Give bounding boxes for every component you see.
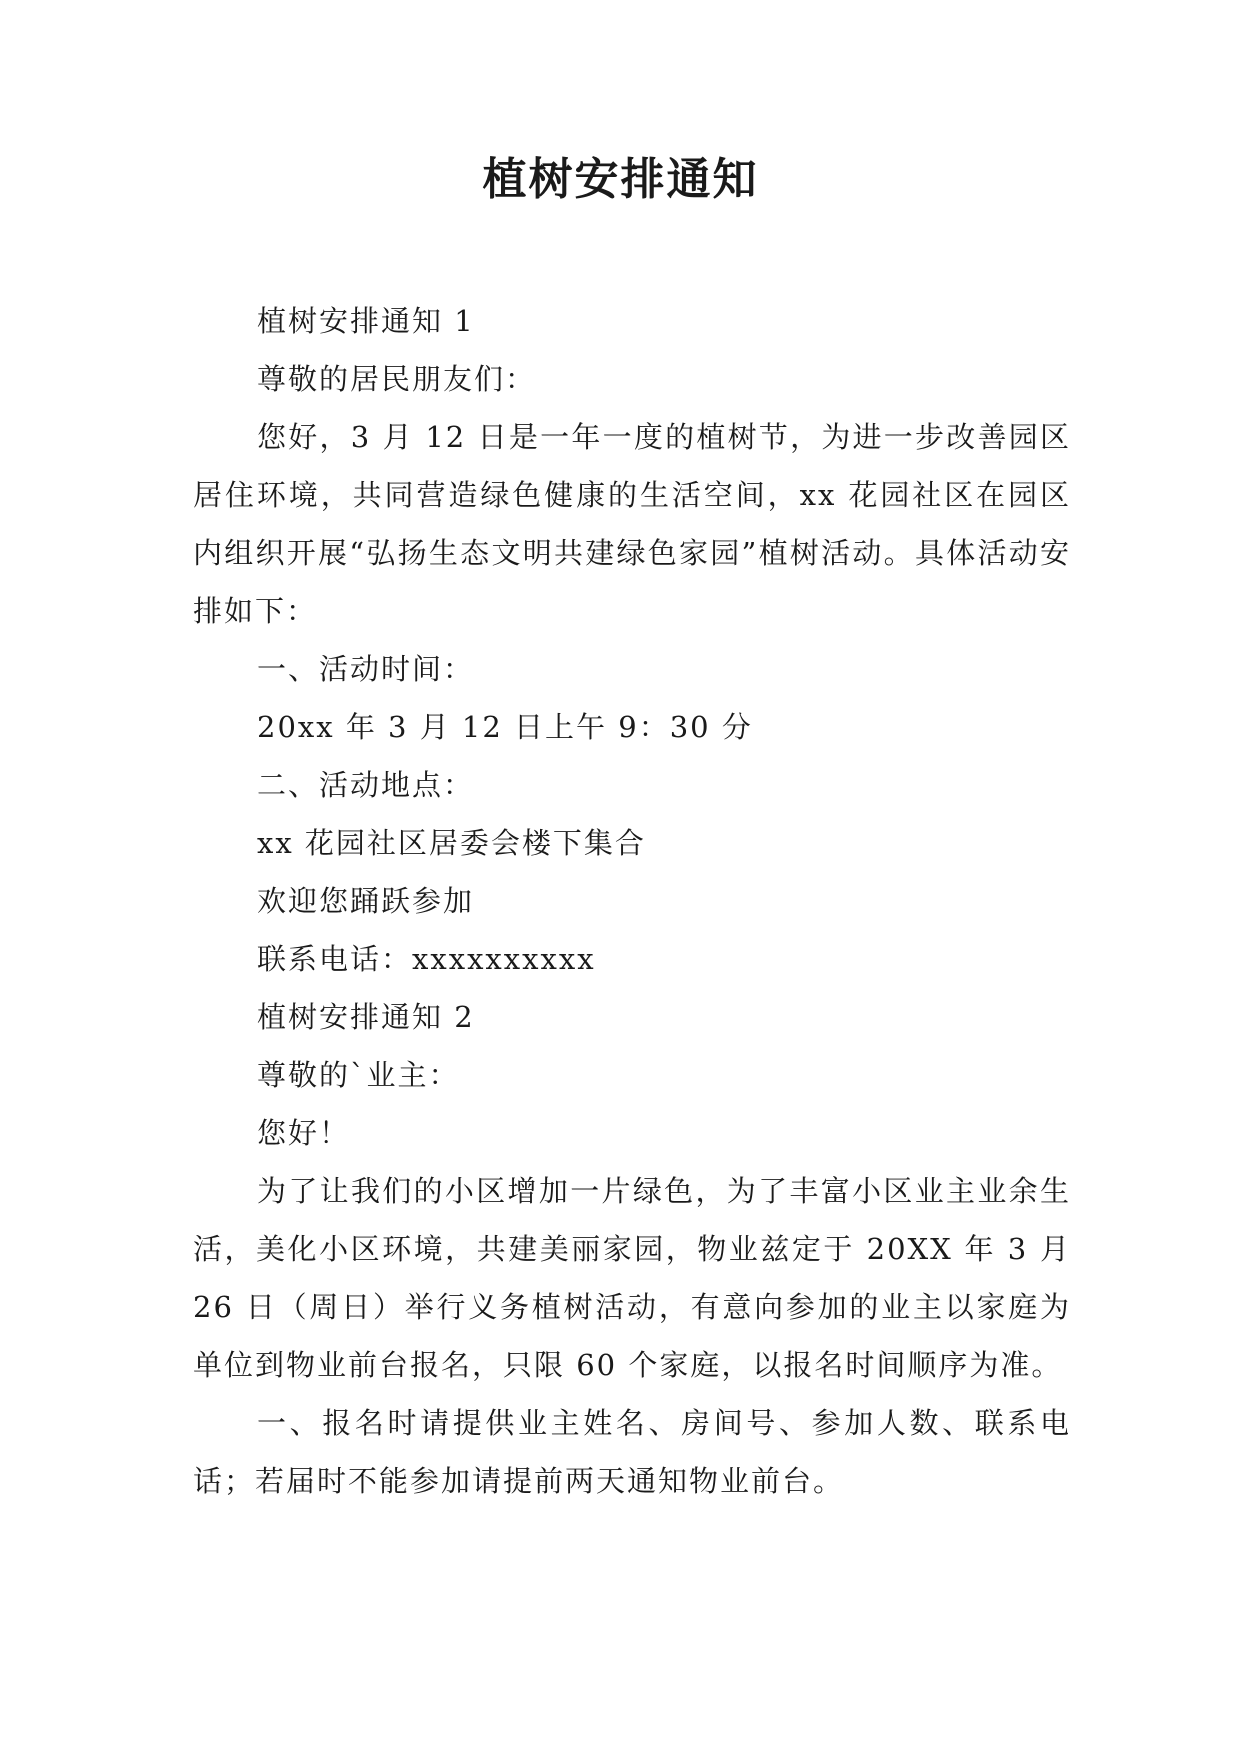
paragraph-registration-item-1: 一、报名时请提供业主姓名、房间号、参加人数、联系电话；若届时不能参加请提前两天通知物业前台。 — [193, 1406, 1071, 1498]
paragraph-time-heading: 一、活动时间： — [257, 652, 475, 686]
paragraph-greeting-2: 您好！ — [257, 1116, 351, 1150]
document-title: 植树安排通知 — [482, 154, 759, 205]
paragraph-heading-1: 植树安排通知 1 — [257, 304, 475, 338]
paragraph-salutation-1: 尊敬的居民朋友们： — [257, 362, 537, 396]
paragraph-heading-2: 植树安排通知 2 — [257, 1000, 475, 1034]
paragraph-welcome: 欢迎您踊跃参加 — [257, 884, 475, 918]
paragraph-location-value: xx 花园社区居委会楼下集合 — [257, 826, 646, 860]
paragraph-intro-1: 您好，3 月 12 日是一年一度的植树节，为进一步改善园区居住环境，共同营造绿色健康的生活空间，xx 花园社区在园区内组织开展“弘扬生态文明共建绿色家园”植树活动。具体活动安排如下： — [193, 420, 1071, 628]
paragraph-location-heading: 二、活动地点： — [257, 768, 475, 802]
paragraph-salutation-2: 尊敬的`业主： — [257, 1058, 460, 1092]
document-body — [193, 292, 1083, 1510]
paragraph-intro-2: 为了让我们的小区增加一片绿色，为了丰富小区业主业余生活，美化小区环境，共建美丽家园，物业兹定于 20XX 年 3 月 26 日（周日）举行义务植树活动，有意向参加的业主以家庭为单位到物业前台报名，只限 60 个家庭，以报名时间顺序为准。 — [193, 1174, 1083, 1382]
paragraph-time-value: 20xx 年 3 月 12 日上午 9：30 分 — [257, 710, 753, 744]
paragraph-contact-phone: 联系电话：xxxxxxxxxx — [257, 942, 596, 976]
